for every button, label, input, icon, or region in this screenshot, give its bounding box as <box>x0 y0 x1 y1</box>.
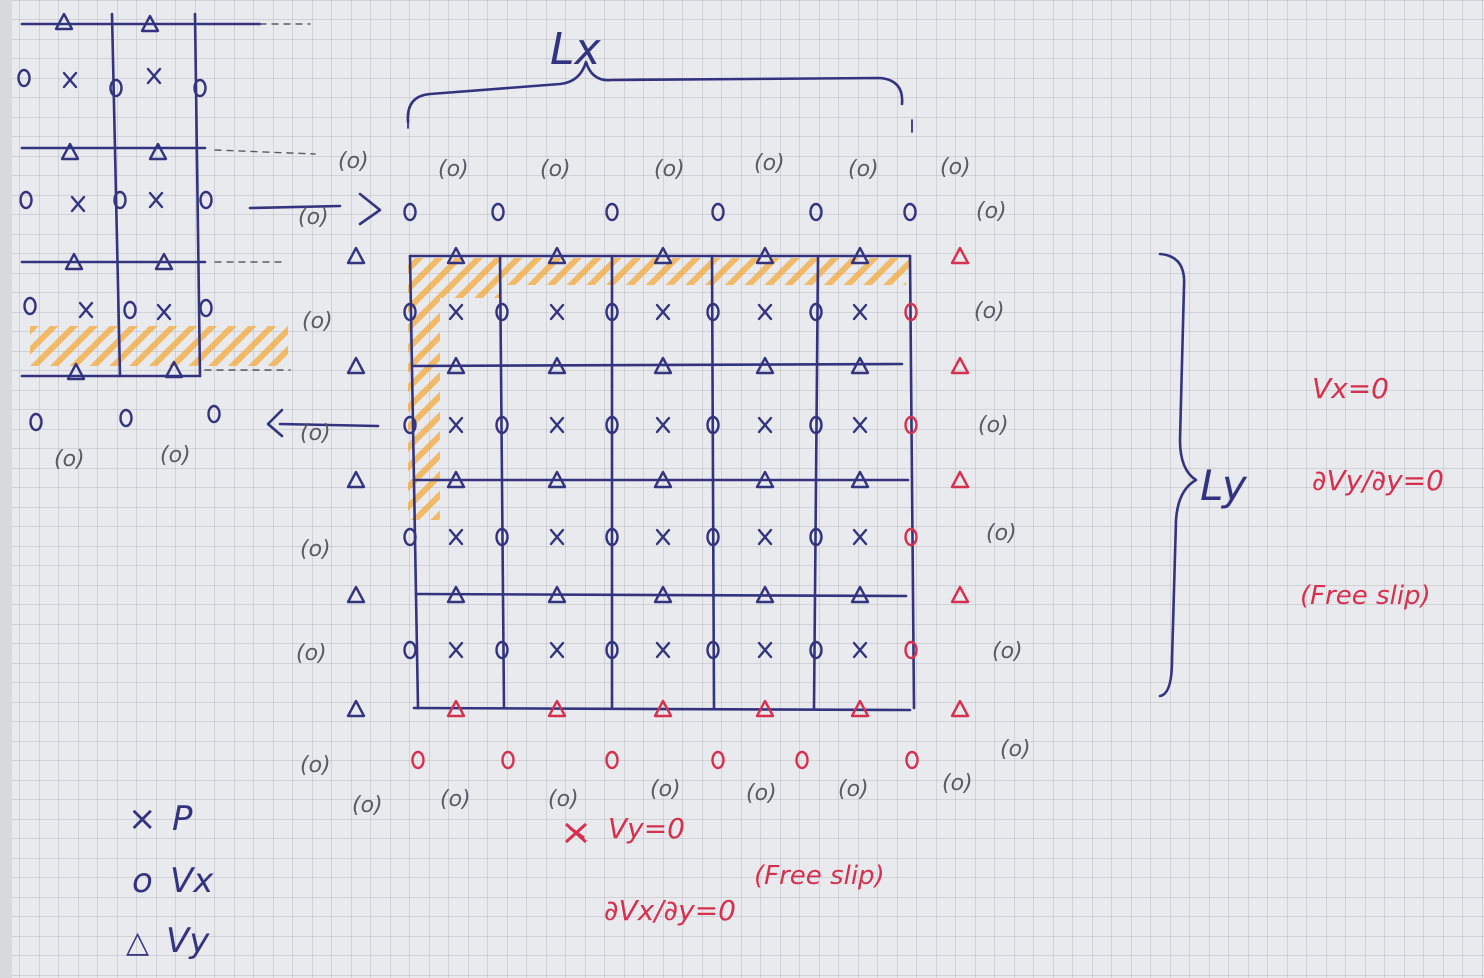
ghost-node-label: (o) <box>440 787 471 812</box>
ghost-node-label: (o) <box>754 151 785 176</box>
bottom-bc-vy: Vy=0 <box>608 812 685 845</box>
ghost-node-label: (o) <box>848 157 879 182</box>
legend-item-vy <box>126 921 210 961</box>
inset-hatch-region <box>30 326 288 366</box>
right-bc-free-slip: (Free slip) <box>1300 581 1431 611</box>
bottom-bc-free-slip: (Free slip) <box>754 861 885 891</box>
ghost-node-label: (o) <box>976 199 1007 224</box>
ghost-node-label: (o) <box>654 157 685 182</box>
ghost-node-label: (o) <box>650 777 681 802</box>
ghost-node-label: (o) <box>298 205 329 230</box>
ghost-node-label: (o) <box>940 155 971 180</box>
legend-label-vx: Vx <box>170 861 214 901</box>
paper-left-edge <box>0 0 12 978</box>
ghost-node-label: (o) <box>942 771 973 796</box>
ghost-node-label: (o) <box>300 537 331 562</box>
ghost-node-label: (o) <box>978 413 1009 438</box>
ghost-node-label: (o) <box>746 781 777 806</box>
ghost-node-label: (o) <box>300 753 331 778</box>
ghost-node-label: (o) <box>352 793 383 818</box>
ghost-node-label: (o) <box>1000 737 1031 762</box>
ghost-node-label: (o) <box>548 787 579 812</box>
ghost-node-label: (o) <box>300 421 331 446</box>
ghost-node-label: (o) <box>974 299 1005 324</box>
legend-symbol-pressure: × <box>128 799 157 839</box>
ghost-node-label: (o) <box>838 777 869 802</box>
ghost-node-label: (o) <box>302 309 333 334</box>
ghost-node-label: (o) <box>338 149 369 174</box>
ly-label: Ly <box>1200 461 1247 510</box>
right-bc-vx: Vx=0 <box>1312 372 1389 405</box>
ghost-node-label: (o) <box>160 443 191 468</box>
legend-symbol-vy: △ <box>126 925 150 960</box>
ghost-node-label: (o) <box>992 639 1023 664</box>
right-bc-dvy-dy: ∂Vy/∂y=0 <box>1312 464 1444 497</box>
lx-label: Lx <box>550 24 601 75</box>
ghost-node-label: (o) <box>986 521 1017 546</box>
legend-symbol-vx: o <box>132 861 153 901</box>
ghost-node-label: (o) <box>296 641 327 666</box>
legend-label-pressure: P <box>172 799 193 839</box>
bottom-bc-dvx-dy: ∂Vx/∂y=0 <box>604 894 736 927</box>
ghost-node-label: (o) <box>438 157 469 182</box>
legend-label-vy: Vy <box>166 921 210 961</box>
legend-item-vx <box>132 861 214 901</box>
ghost-node-label: (o) <box>540 157 571 182</box>
ghost-node-label: (o) <box>54 447 85 472</box>
